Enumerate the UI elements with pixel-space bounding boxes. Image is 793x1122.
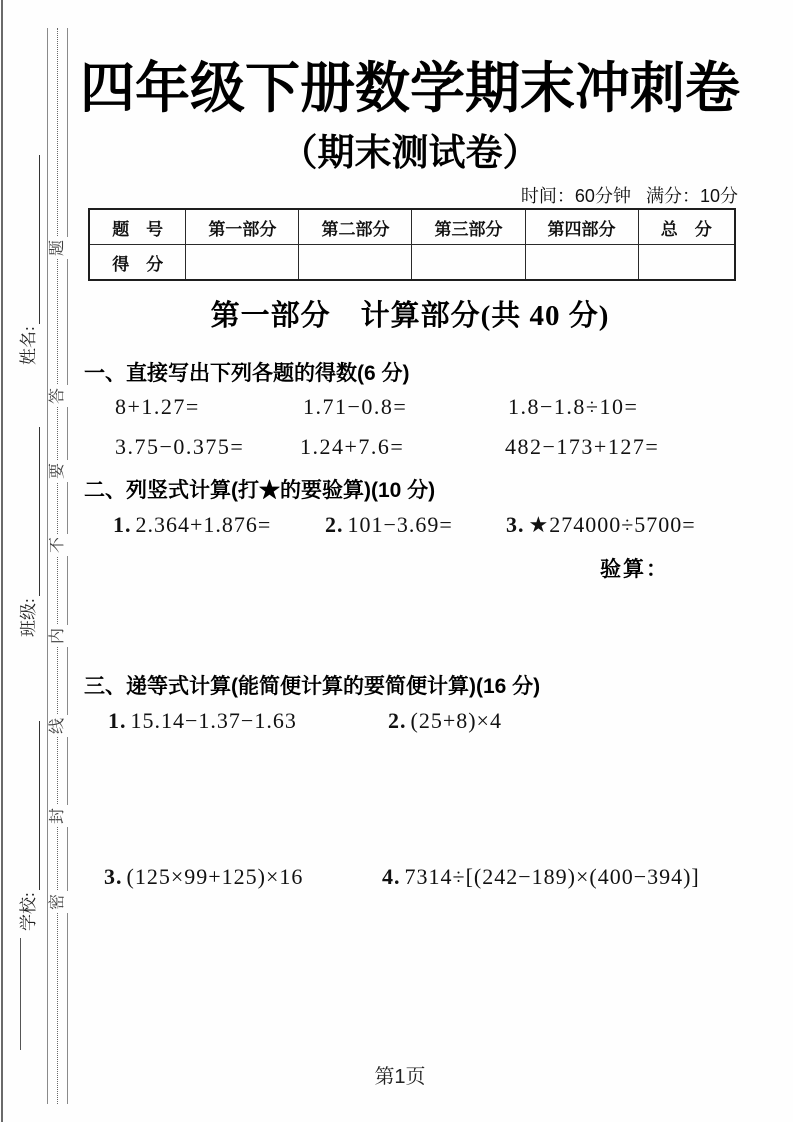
seal-border-line-right — [67, 28, 68, 1104]
score-table-header-row — [89, 209, 735, 245]
exam-info-line — [320, 182, 738, 208]
student-class-field — [16, 427, 40, 637]
oral-problem: 1.8−1.8÷10= — [508, 394, 639, 419]
seal-char: 内 — [48, 625, 68, 647]
problem-number: 4. — [382, 864, 401, 889]
problem-number: 2. — [388, 708, 407, 733]
score-cell-empty — [638, 245, 735, 281]
column-calc-problem — [113, 512, 271, 538]
seal-char: 答 — [48, 385, 68, 407]
section1-title: 一、直接写出下列各题的得数(6 分) — [84, 362, 410, 385]
col-part-3: 第三部分 — [412, 209, 525, 245]
full-score-text: 满分：10分 — [645, 186, 738, 206]
col-part-1: 第一部分 — [186, 209, 299, 245]
problem-number: 3. — [104, 864, 123, 889]
seal-char: 线 — [48, 715, 68, 737]
seal-char: 不 — [48, 534, 68, 556]
step-calc-problem — [388, 708, 502, 734]
part1-heading: 第一部分 计算部分(共 40 分) — [210, 300, 610, 332]
score-cell-empty — [525, 245, 638, 281]
name-blank-line — [21, 155, 40, 324]
school-blank-line — [21, 721, 40, 890]
step-calc-problem — [104, 864, 303, 890]
score-cell-empty — [412, 245, 525, 281]
problem-expression: (125×99+125)×16 — [126, 864, 304, 889]
problem-expression: ★274000÷5700= — [528, 512, 696, 537]
student-school-field — [16, 721, 40, 931]
col-part-4: 第四部分 — [525, 209, 638, 245]
score-cell-empty — [299, 245, 412, 281]
problem-expression: 101−3.69= — [347, 512, 453, 537]
row-label-score: 得 分 — [89, 245, 186, 281]
col-question-number: 题 号 — [89, 209, 186, 245]
seal-border-line-left — [47, 28, 48, 1104]
seal-char: 题 — [48, 237, 68, 259]
class-label: 班级: — [19, 598, 38, 637]
problem-number: 1. — [108, 708, 127, 733]
score-cell-empty — [186, 245, 299, 281]
page-number: 第1页 — [374, 1066, 426, 1088]
column-calc-problem — [506, 512, 696, 538]
oral-problem: 482−173+127= — [505, 434, 660, 459]
time-limit-text: 时间：60分钟 — [520, 186, 631, 206]
score-table — [88, 208, 736, 281]
column-calc-problem — [325, 512, 453, 538]
verification-label: 验算： — [600, 557, 669, 581]
section3-title: 三、递等式计算(能简便计算的要简便计算)(16 分) — [84, 675, 541, 698]
problem-number: 2. — [325, 512, 344, 537]
section2-title: 二、列竖式计算(打★的要验算)(10 分) — [84, 479, 436, 502]
problem-number: 1. — [113, 512, 132, 537]
problem-expression: 7314÷[(242−189)×(400−394)] — [404, 864, 700, 889]
oral-problem: 1.24+7.6= — [300, 434, 405, 459]
step-calc-problem — [382, 864, 700, 890]
col-part-2: 第二部分 — [299, 209, 412, 245]
seal-dotted-line — [57, 28, 58, 1104]
problem-expression: 2.364+1.876= — [135, 512, 272, 537]
seal-char: 密 — [48, 891, 68, 913]
oral-problem: 3.75−0.375= — [115, 434, 245, 459]
sidebar-extra-blank-line — [20, 938, 21, 1050]
page-title: 四年级下册数学期末冲刺卷 — [80, 57, 741, 119]
problem-expression: 15.14−1.37−1.63 — [130, 708, 297, 733]
seal-char: 要 — [48, 460, 68, 482]
problem-expression: (25+8)×4 — [410, 708, 502, 733]
step-calc-problem — [108, 708, 297, 734]
seal-char: 封 — [48, 805, 68, 827]
problem-number: 3. — [506, 512, 525, 537]
page-subtitle: （期末测试卷） — [280, 132, 540, 173]
oral-problem: 8+1.27= — [115, 394, 200, 419]
scan-page-edge — [1, 0, 3, 1122]
col-total: 总 分 — [638, 209, 735, 245]
score-table-score-row — [89, 245, 735, 281]
student-name-field — [16, 155, 40, 365]
school-label: 学校: — [19, 892, 38, 931]
oral-problem: 1.71−0.8= — [303, 394, 408, 419]
name-label: 姓名: — [19, 326, 38, 365]
class-blank-line — [21, 427, 40, 596]
